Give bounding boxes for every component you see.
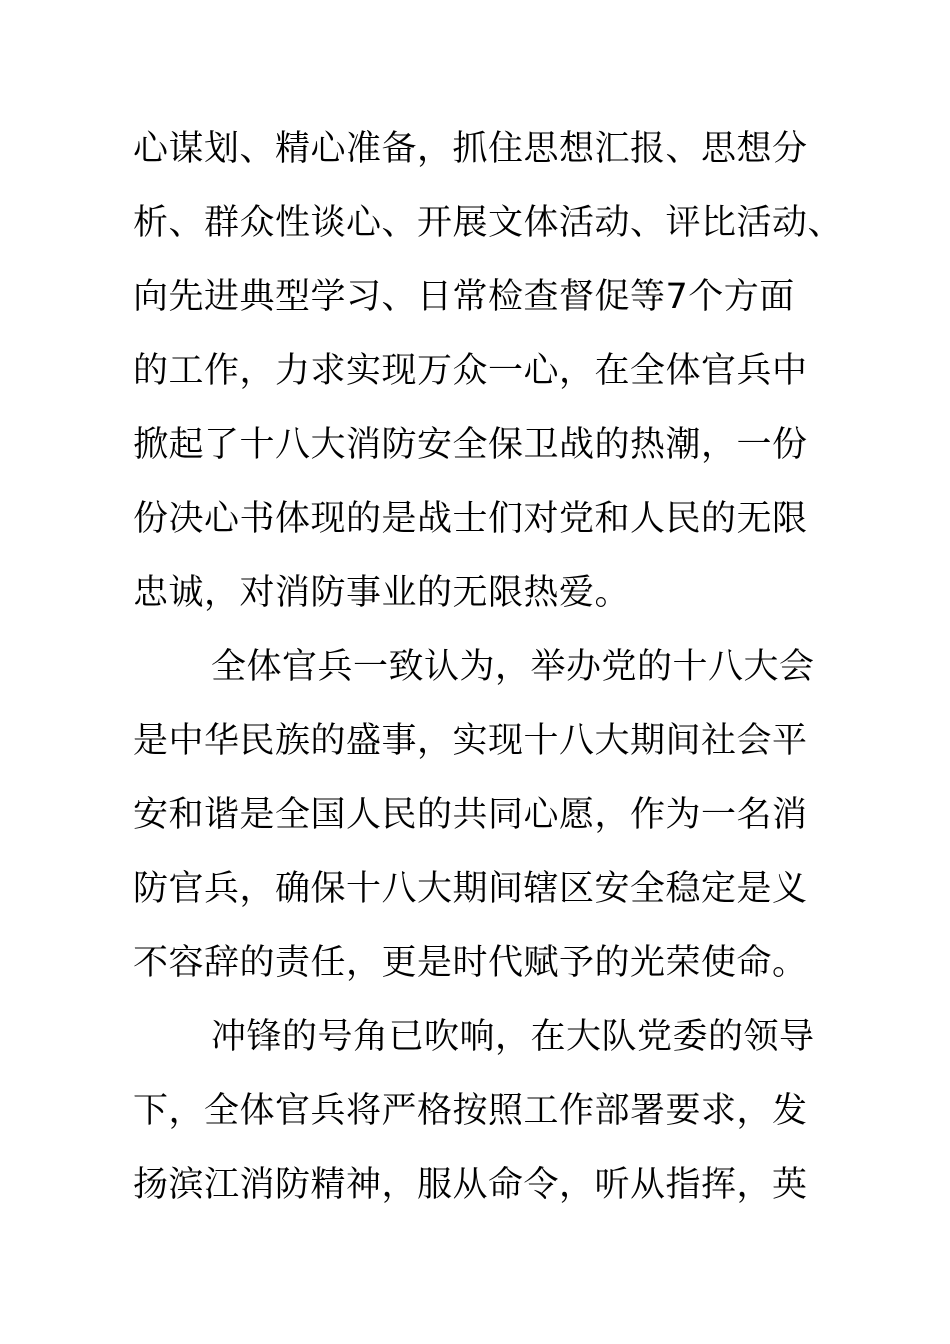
paragraph-1 (133, 112, 844, 630)
text-line: 向先进典型学习、日常检查督促等7个方面 (133, 277, 795, 317)
text-line-first-indented: 全体官兵一致认为，举办党的十八大会 (211, 647, 815, 687)
paragraph-2 (133, 630, 833, 1000)
text-line: 不容辞的责任，更是时代赋予的光荣使命。 (133, 943, 808, 983)
text-line: 安和谐是全国人民的共同心愿，作为一名消 (133, 795, 808, 835)
text-line: 下，全体官兵将严格按照工作部署要求，发 (133, 1091, 808, 1131)
text-line: 心谋划、精心准备，抓住思想汇报、思想分 (133, 129, 808, 169)
text-line: 扬滨江消防精神，服从命令，听从指挥，英 (133, 1165, 808, 1205)
paragraph-3 (133, 1000, 833, 1222)
text-line: 防官兵，确保十八大期间辖区安全稳定是义 (133, 869, 808, 909)
text-line: 忠诚，对消防事业的无限热爱。 (133, 573, 631, 613)
text-line: 份决心书体现的是战士们对党和人民的无限 (133, 499, 808, 539)
document-body (133, 112, 844, 1222)
text-line: 析、群众性谈心、开展文体活动、评比活动、 (133, 203, 844, 243)
text-line: 的工作，力求实现万众一心，在全体官兵中 (133, 351, 808, 391)
text-line: 掀起了十八大消防安全保卫战的热潮，一份 (133, 425, 808, 465)
text-line: 是中华民族的盛事，实现十八大期间社会平 (133, 721, 808, 761)
text-line-first-indented: 冲锋的号角已吹响，在大队党委的领导 (211, 1017, 815, 1057)
